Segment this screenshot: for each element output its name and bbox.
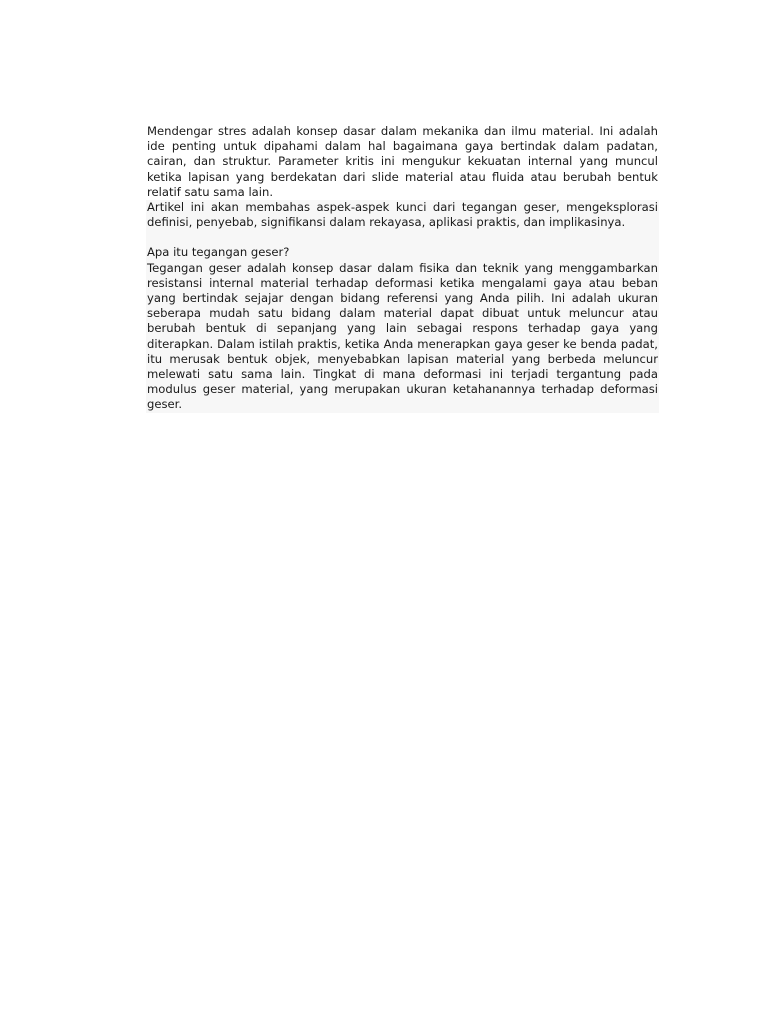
paragraph-spacer bbox=[146, 230, 659, 245]
section-paragraph: Tegangan geser adalah konsep dasar dalam fisika dan teknik yang menggambarkan resistansi internal material terhadap deformasi ketika mengalami gaya atau beban yang bertindak sejajar dengan bidang referensi yang Anda pilih. Ini adalah ukuran seberapa mudah satu bidang dalam material dapat dibuat untuk meluncur atau berubah bentuk di sepanjang yang lain sebagai respons terhadap gaya yang diterapkan. Dalam istilah praktis, ketika Anda menerapkan gaya geser ke benda padat, itu merusak bentuk objek, menyebabkan lapisan material yang berbeda meluncur melewati satu sama lain. Tingkat di mana deformasi ini terjadi tergantung pada modulus geser material, yang merupakan ukuran ketahanannya terhadap deformasi geser. bbox=[147, 260, 658, 412]
section-heading: Apa itu tegangan geser? bbox=[146, 245, 659, 260]
article-paragraph: Artikel ini akan membahas aspek-aspek kunci dari tegangan geser, mengeksplorasi definisi, penyebab, signifikansi dalam rekayasa, aplikasi praktis, dan implikasinya. bbox=[147, 200, 658, 230]
document-body bbox=[146, 124, 659, 413]
intro-paragraph: Mendengar stres adalah konsep dasar dalam mekanika dan ilmu material. Ini adalah ide penting untuk dipahami dalam hal bagaimana gaya bertindak dalam padatan, cairan, dan struktur. Parameter kritis ini mengukur kekuatan internal yang muncul ketika lapisan yang berdekatan dari slide material atau fluida atau berubah bentuk relatif satu sama lain. bbox=[147, 124, 658, 199]
